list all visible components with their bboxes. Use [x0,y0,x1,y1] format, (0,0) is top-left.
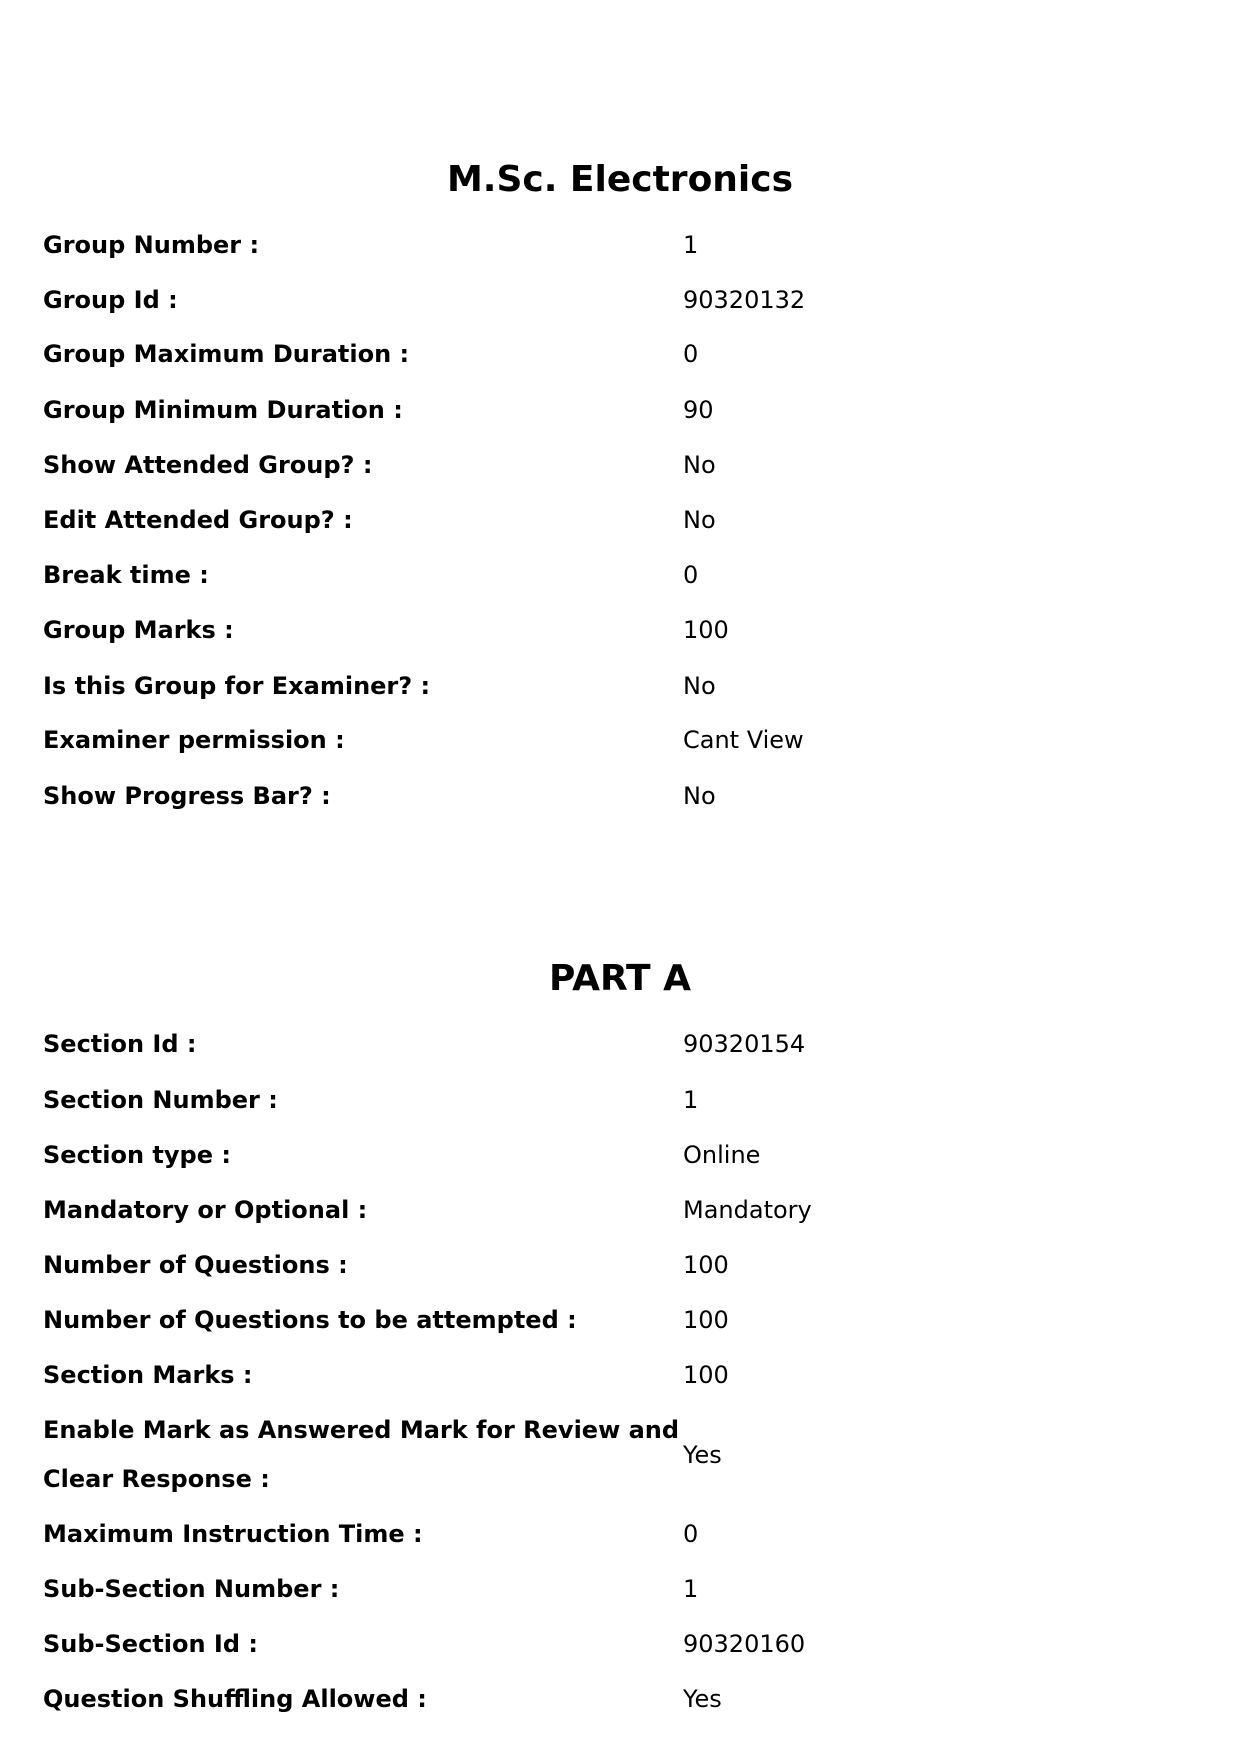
row-label: Group Minimum Duration : [43,396,403,424]
row-label: Mandatory or Optional : [43,1196,368,1224]
row-label: Question Shuffling Allowed : [43,1685,427,1713]
row-value: 1 [683,231,699,259]
row-value: Online [683,1141,761,1169]
row-label: Group Id : [43,286,178,314]
group-title: M.Sc. Electronics [446,159,794,200]
part-row-max-instruction-time [43,1510,1203,1559]
group-row-examiner [43,662,1203,711]
row-label-line-2: Clear Response : [43,1465,270,1493]
row-label: Section type : [43,1141,231,1169]
row-label: Sub-Section Number : [43,1575,340,1603]
row-label: Show Progress Bar? : [43,782,331,810]
row-value: No [683,506,716,534]
row-label: Number of Questions to be attempted : [43,1306,577,1334]
row-label: Show Attended Group? : [43,451,373,479]
part-row-section-number [43,1076,1203,1125]
row-label: Examiner permission : [43,726,345,754]
row-label: Break time : [43,561,209,589]
group-row-group-number [43,221,1203,270]
row-value: 1 [683,1575,699,1603]
group-row-show-attended [43,441,1203,490]
group-row-break-time [43,551,1203,600]
row-value: Cant View [683,726,804,754]
part-row-sub-section-id [43,1620,1203,1669]
row-value: 90 [683,396,714,424]
part-row-questions-to-attempt [43,1296,1203,1345]
row-value: Yes [683,1685,722,1713]
row-label: Group Marks : [43,616,234,644]
row-value: Yes [683,1440,722,1469]
row-value: No [683,782,716,810]
row-label: Sub-Section Id : [43,1630,258,1658]
group-row-min-duration [43,386,1203,435]
row-value: Mandatory [683,1196,812,1224]
part-title: PART A [549,958,691,999]
group-row-group-marks [43,606,1203,655]
row-label: Is this Group for Examiner? : [43,672,431,700]
row-value: No [683,451,716,479]
part-row-sub-section-number [43,1565,1203,1614]
row-value: 90320160 [683,1630,806,1658]
row-value: 90320154 [683,1030,806,1058]
group-row-examiner-permission [43,716,1203,765]
part-row-question-shuffling [43,1675,1203,1724]
row-label: Maximum Instruction Time : [43,1520,423,1548]
row-label: Section Number : [43,1086,278,1114]
row-value: 100 [683,1361,729,1389]
group-row-group-id [43,276,1203,325]
part-row-section-marks [43,1351,1203,1400]
part-row-number-of-questions [43,1241,1203,1290]
part-row-section-type [43,1131,1203,1180]
row-label: Group Maximum Duration : [43,340,410,368]
row-value: 100 [683,1251,729,1279]
group-row-progress-bar [43,772,1203,821]
row-value: 0 [683,561,699,589]
part-row-section-id [43,1020,1203,1069]
row-label: Number of Questions : [43,1251,348,1279]
part-row-mandatory [43,1186,1203,1235]
row-label-line-1: Enable Mark as Answered Mark for Review and [43,1416,680,1444]
row-value: 100 [683,1306,729,1334]
part-row-enable-mark [43,1406,1203,1504]
group-row-max-duration [43,330,1203,379]
row-label [43,1406,683,1504]
row-label: Section Id : [43,1030,197,1058]
group-row-edit-attended [43,496,1203,545]
row-value: 0 [683,340,699,368]
row-value: 0 [683,1520,699,1548]
row-label: Group Number : [43,231,260,259]
row-value: 100 [683,616,729,644]
row-value: 1 [683,1086,699,1114]
row-value: 90320132 [683,286,806,314]
row-label: Section Marks : [43,1361,253,1389]
row-label: Edit Attended Group? : [43,506,353,534]
row-value: No [683,672,716,700]
